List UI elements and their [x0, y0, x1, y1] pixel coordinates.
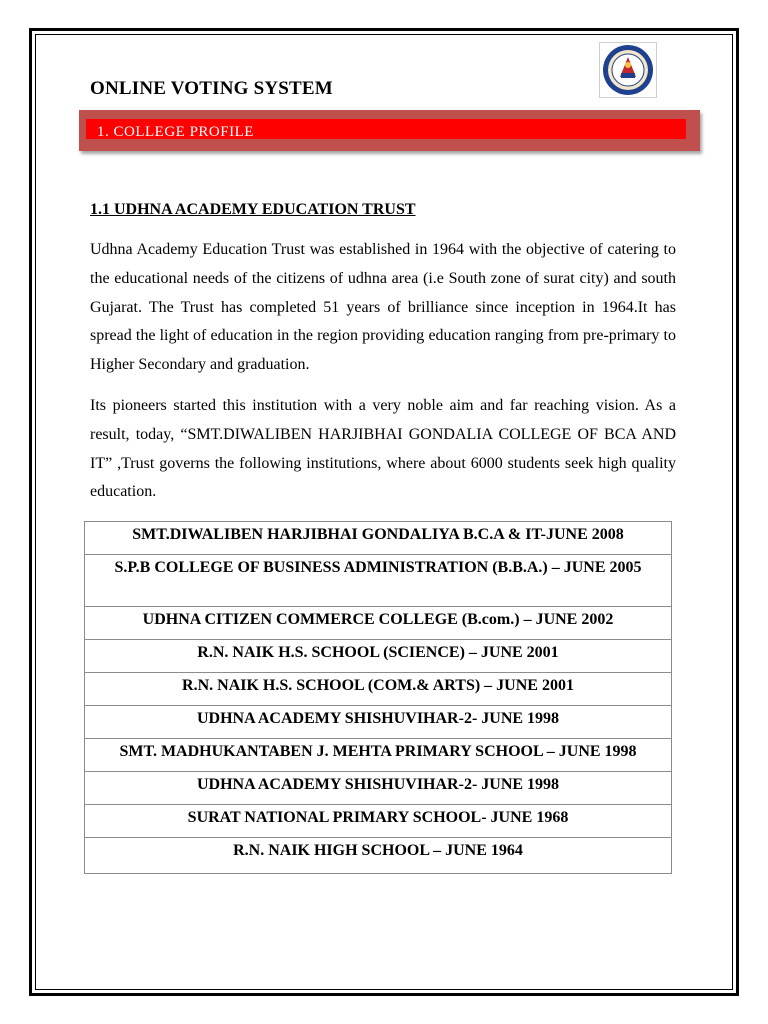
institution-name: R.N. NAIK HIGH SCHOOL – JUNE 1964 [233, 842, 523, 859]
table-cell [85, 805, 672, 838]
institution-name: SMT. MADHUKANTABEN J. MEHTA PRIMARY SCHOOL – JUNE 1998 [119, 743, 637, 760]
table-cell [85, 739, 672, 772]
table-cell [85, 640, 672, 673]
institution-name: R.N. NAIK H.S. SCHOOL (COM.& ARTS) – JUNE 2001 [182, 677, 574, 694]
table-cell [85, 838, 672, 874]
table-cell [85, 607, 672, 640]
institution-name: UDHNA CITIZEN COMMERCE COLLEGE (B.com.) – JUNE 2002 [142, 611, 614, 628]
institutions-table [84, 521, 672, 874]
table-row [85, 706, 672, 739]
institution-name: UDHNA ACADEMY SHISHUVIHAR-2- JUNE 1998 [196, 776, 560, 793]
intro-paragraph: Udhna Academy Education Trust was established in 1964 with the objective of catering to the educational needs of the citizens of udhna area (i.e South zone of surat city) and south Gujarat. The Trust has completed 51 years of brilliance since inception in 1964.It has spread the light of education in the region providing education ranging from pre-primary to Higher Secondary and graduation. [90, 241, 676, 374]
table-row [85, 673, 672, 706]
table-row [85, 607, 672, 640]
section-banner-label: 1. COLLEGE PROFILE [97, 124, 254, 139]
institution-name: UDHNA ACADEMY SHISHUVIHAR-2- JUNE 1998 [196, 710, 560, 727]
institution-name: SMT.DIWALIBEN HARJIBHAI GONDALIYA B.C.A & IT-JUNE 2008 [132, 526, 624, 543]
table-cell [85, 555, 672, 607]
table-row [85, 805, 672, 838]
table-cell [85, 706, 672, 739]
institution-name: S.P.B COLLEGE OF BUSINESS ADMINISTRATION (B.B.A.) – JUNE 2005 [114, 559, 642, 576]
table-row [85, 640, 672, 673]
document-title: ONLINE VOTING SYSTEM [90, 78, 333, 99]
institution-name: R.N. NAIK H.S. SCHOOL (SCIENCE) – JUNE 2001 [197, 644, 559, 661]
institution-name: SURAT NATIONAL PRIMARY SCHOOL- JUNE 1968 [187, 809, 569, 826]
section-banner-bar [86, 119, 686, 139]
pioneers-paragraph: Its pioneers started this institution with a very noble aim and far reaching vision. As a result, today, “SMT.DIWALIBEN HARJIBHAI GONDALIA COLLEGE OF BCA AND IT” ,Trust governs the following institutions, where about 6000 students seek high quality education. [90, 397, 676, 501]
table-row [85, 522, 672, 555]
table-row [85, 838, 672, 874]
table-cell [85, 673, 672, 706]
table-cell [85, 772, 672, 805]
table-row [85, 739, 672, 772]
table-row [85, 772, 672, 805]
college-seal-icon [599, 42, 657, 98]
table-cell [85, 522, 672, 555]
section-heading: 1.1 UDHNA ACADEMY EDUCATION TRUST [90, 201, 416, 218]
table-row [85, 555, 672, 607]
